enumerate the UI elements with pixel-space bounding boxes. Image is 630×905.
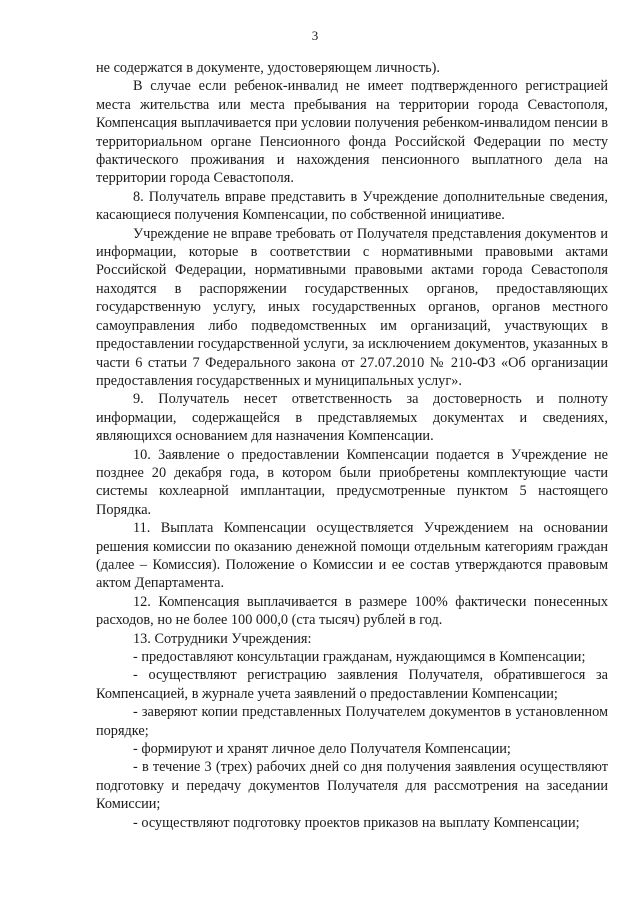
paragraph-item-8: 8. Получатель вправе представить в Учреждение дополнительные сведения, касающиеся получения Компенсации, по собственной инициативе. bbox=[96, 188, 608, 224]
list-item-certify-copies: - заверяют копии представленных Получателем документов в установленном порядке; bbox=[96, 704, 608, 739]
list-item-consultations: - предоставляют консультации гражданам, нуждающимся в Компенсации; bbox=[133, 649, 586, 665]
list-item-draft-orders: - осуществляют подготовку проектов приказов на выплату Компенсации; bbox=[133, 814, 580, 831]
paragraph-item-9: 9. Получатель несет ответственность за достоверность и полноту информации, содержащейся в представляемых документах и сведениях, являющихся основанием для назначения Компенсации. bbox=[96, 391, 608, 445]
list-item-registration: - осуществляют регистрацию заявления Получателя, обратившегося за Компенсацией, в журнале учета заявлений о предоставлении Компенсации; bbox=[96, 667, 608, 702]
paragraph-item-12: 12. Компенсация выплачивается в размере 100% фактически понесенных расходов, но не более 100 000,0 (ста тысяч) рублей в год. bbox=[96, 593, 608, 629]
list-item-commission-transfer: - в течение 3 (трех) рабочих дней со дня получения заявления осуществляют подготовку и передачу документов Получателя для рассмотрения на заседании Комиссии; bbox=[96, 759, 608, 813]
paragraph-continuation: не содержатся в документе, удостоверяющем личность). bbox=[96, 60, 440, 76]
paragraph-item-11: 11. Выплата Компенсации осуществляется Учреждением на основании решения комиссии по оказанию денежной помощи отдельным категориям граждан (далее – Комиссия). Положение о Комиссии и ее состав утверждаются правовым актом Департамента. bbox=[96, 520, 608, 592]
list-item-personal-file: - формируют и хранят личное дело Получателя Компенсации; bbox=[133, 741, 511, 758]
page-number: 3 bbox=[311, 28, 319, 43]
paragraph-disabled-child-residence: В случае если ребенок-инвалид не имеет подтвержденного регистрацией места жительства или места пребывания на территории города Севастополя, Компенсация выплачивается при условии получения ребенком-инвалидом пенсии в территориальном органе Пенсионного фонда Российской Федерации по месту фактического проживания и нахождения пенсионного выплатного дела на территории города Севастополя. bbox=[96, 78, 608, 187]
paragraph-institution-restrictions: Учреждение не вправе требовать от Получателя представления документов и информации, которые в соответствии с нормативными правовыми актами Российской Федерации, нормативными правовыми актами города Севастополя находятся в распоряжении государственных органов, предоставляющих государственную услугу, иных государственных органов, органов местного самоуправления либо подведомственных им организаций, участвующих в предоставлении государственной услуги, за исключением документов, указанных в части 6 статьи 7 Федерального закона от 27.07.2010 № 210-ФЗ «Об организации предоставления государственных и муниципальных услуг». bbox=[96, 225, 608, 389]
paragraph-item-10: 10. Заявление о предоставлении Компенсации подается в Учреждение не позднее 20 декабря года, в котором были приобретены комплектующие части системы кохлеарной имплантации, предусмотренные пунктом 5 настоящего Порядка. bbox=[96, 446, 608, 518]
document-body bbox=[96, 59, 608, 832]
paragraph-item-13: 13. Сотрудники Учреждения: bbox=[133, 630, 312, 647]
